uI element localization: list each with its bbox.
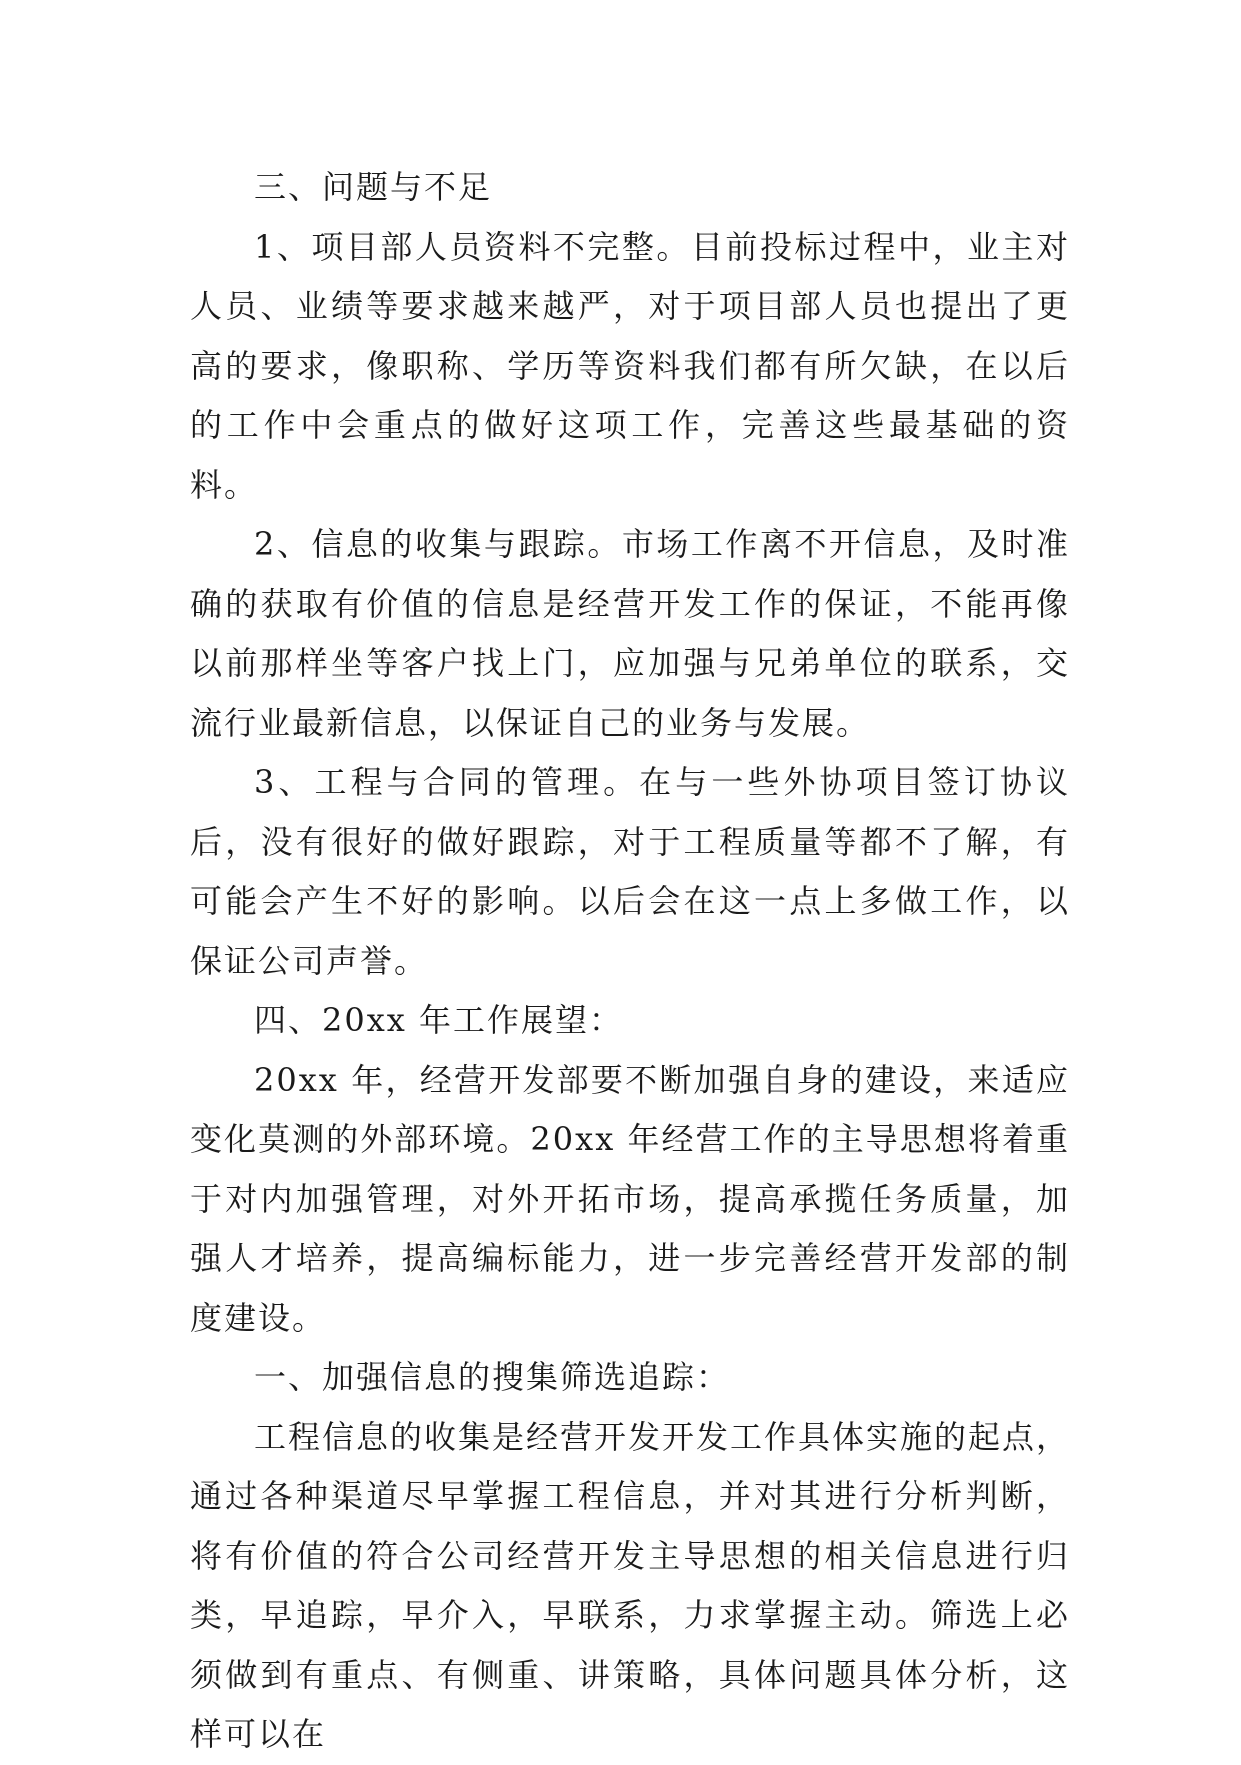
paragraph-information-collection: 工程信息的收集是经营开发开发工作具体实施的起点，通过各种渠道尽早掌握工程信息，并对其进行分析判断，将有价值的符合公司经营开发主导思想的相关信息进行归类，早追踪，早介入，早联系，力求掌握主动。筛选上必须做到有重点、有侧重、讲策略，具体问题具体分析，这样可以在 <box>190 1417 1071 1753</box>
paragraph-personnel-records: 1、项目部人员资料不完整。目前投标过程中，业主对人员、业绩等要求越来越严，对于项目部人员也提出了更高的要求，像职称、学历等资料我们都有所欠缺，在以后的工作中会重点的做好这项工作，完善这些最基础的资料。 <box>190 227 1070 504</box>
paragraph-contract-management: 3、工程与合同的管理。在与一些外协项目签订协议后，没有很好的做好跟踪，对于工程质量等都不了解，有可能会产生不好的影响。以后会在这一点上多做工作，以保证公司声誉。 <box>190 763 1070 980</box>
paragraph-information-tracking: 2、信息的收集与跟踪。市场工作离不开信息，及时准确的获取有价值的信息是经营开发工作的保证，不能再像以前那样坐等客户找上门，应加强与兄弟单位的联系，交流行业最新信息，以保证自己的业务与发展。 <box>190 525 1070 742</box>
document-body <box>190 158 1070 1765</box>
section-heading-outlook: 四、20xx 年工作展望： <box>254 1001 623 1039</box>
paragraph-outlook-summary: 20xx 年，经营开发部要不断加强自身的建设，来适应变化莫测的外部环境。20xx 年经营工作的主导思想将着重于对内加强管理，对外开拓市场，提高承揽任务质量，加强人才培养，提高编标能力，进一步完善经营开发部的制度建设。 <box>190 1060 1070 1337</box>
section-heading-problems: 三、问题与不足 <box>254 168 493 206</box>
subsection-heading-information: 一、加强信息的搜集筛选追踪： <box>254 1358 731 1396</box>
